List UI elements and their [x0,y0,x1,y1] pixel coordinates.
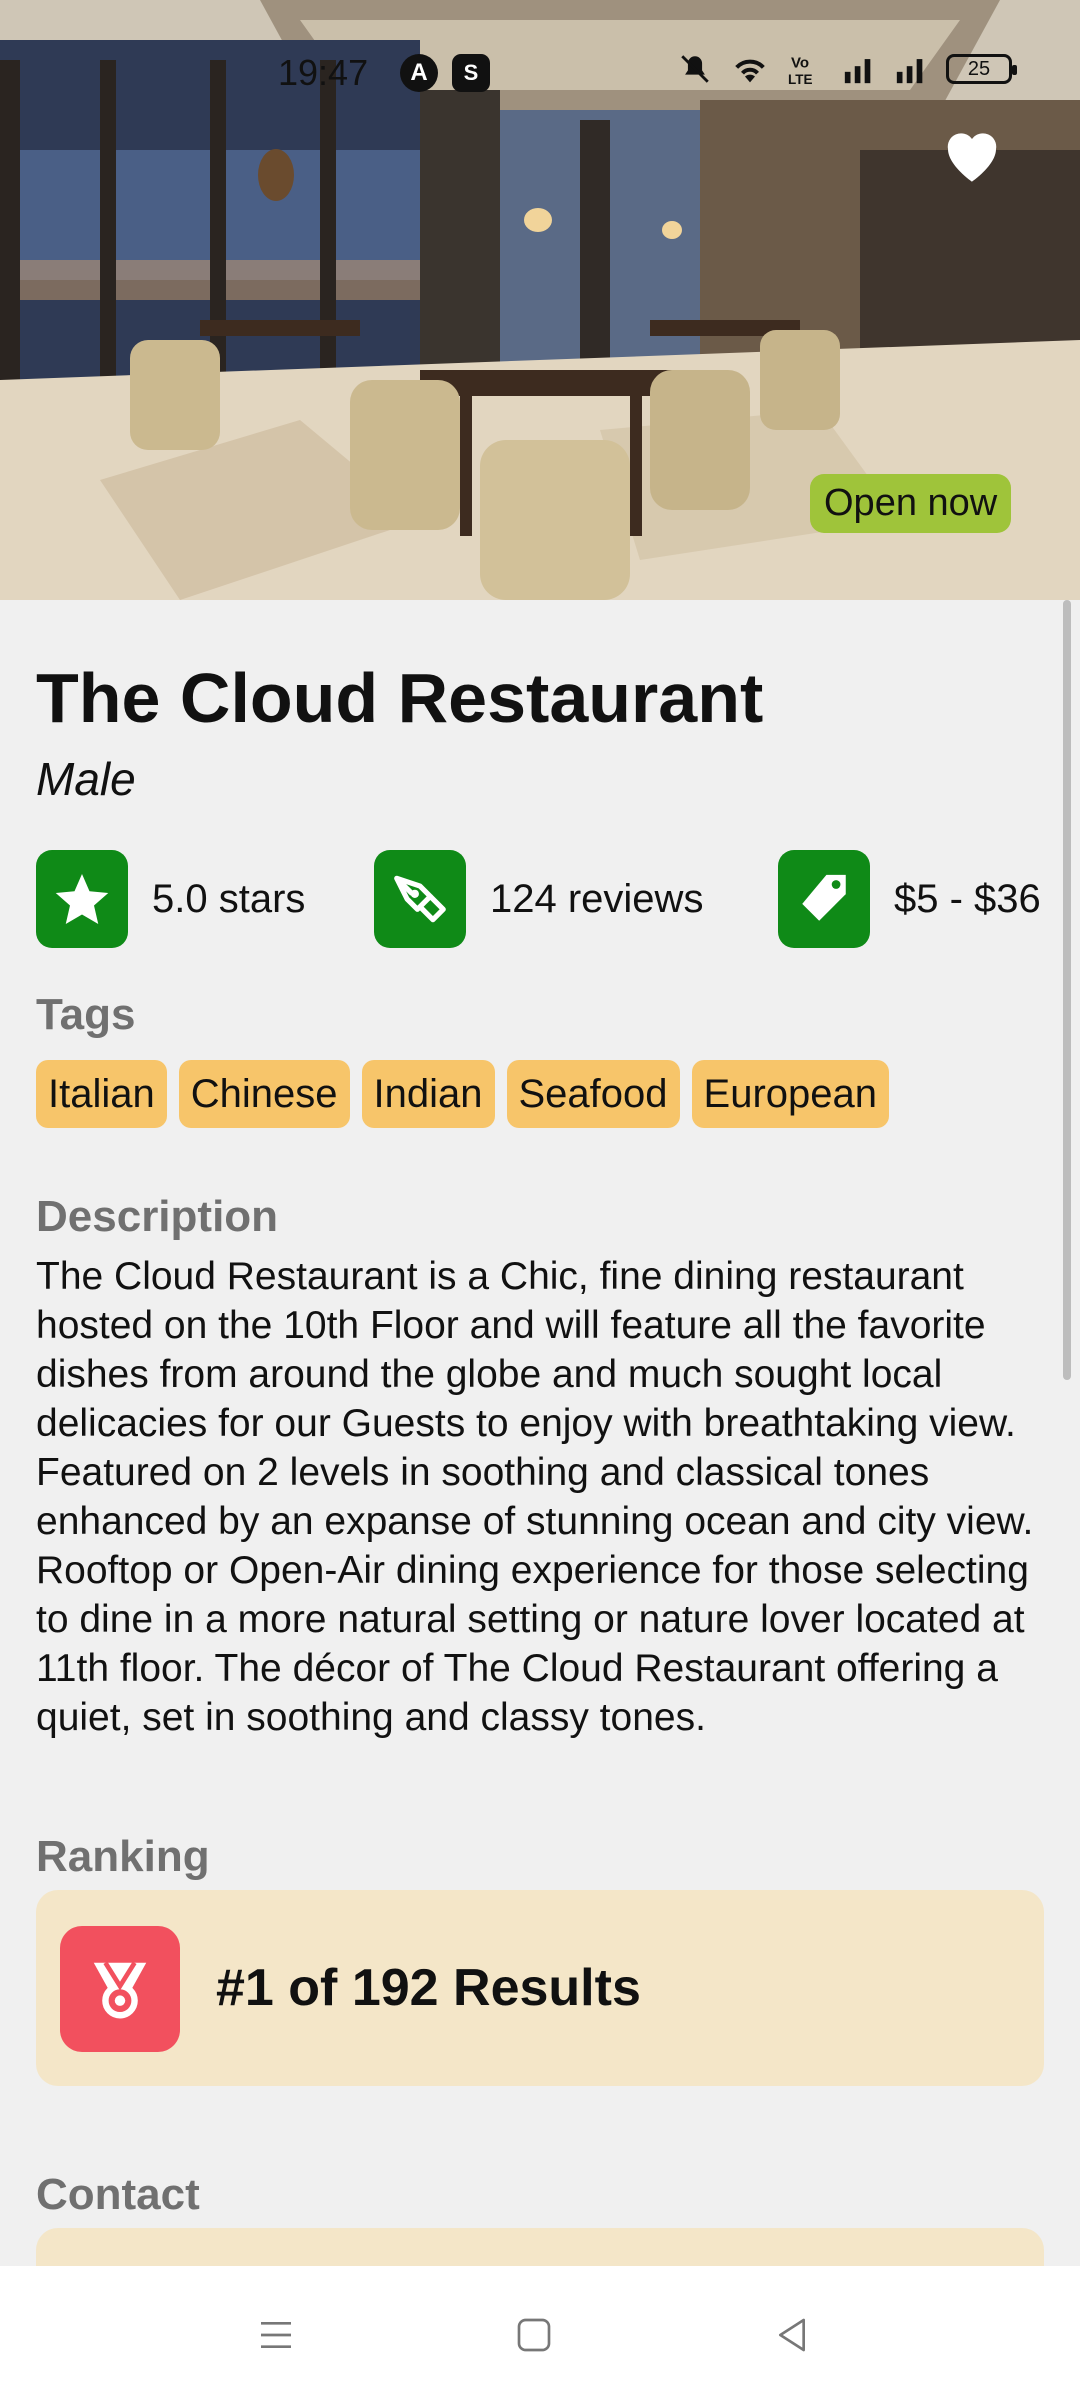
status-bar [0,44,1080,100]
signal-icon [894,54,928,84]
contact-heading: Contact [36,2170,200,2219]
scrollbar[interactable] [1063,600,1071,1380]
hero-image [0,0,1080,600]
medal-icon [60,1926,180,2052]
favorite-heart-icon[interactable] [940,125,1004,185]
price-text: $5 - $36 [894,876,1041,921]
restaurant-name: The Cloud Restaurant [36,659,764,737]
back-nav-button[interactable] [762,2310,822,2360]
description-text: The Cloud Restaurant is a Chic, fine dining restaurant hosted on the 10th Floor and will feature all the favorite dishes from around the globe and much sought local delicacies for our Guests to enjoy with breathtaking view. Featured on 2 levels in soothing and classical tones enhanced by an expanse of stunning ocean and city view. Rooftop or Open-Air dining experience for those selecting to dine in a more natural setting or nature lover located at 11th floor. The décor of The Cloud Restaurant offering a quiet, set in soothing and classy tones. [36,1255,1034,1739]
open-status-badge: Open now [810,474,1011,533]
app-notification-icon: A [400,54,438,92]
home-square-icon [514,2315,554,2355]
tag-chip[interactable]: Seafood [507,1060,680,1128]
menu-icon [256,2315,296,2355]
price-tag-icon [778,850,870,948]
reviews-text: 124 reviews [490,876,704,921]
tag-chip[interactable]: Indian [362,1060,495,1128]
restaurant-city: Male [36,753,136,805]
svg-text:Vo: Vo [791,54,810,72]
tags-list [36,1060,889,1128]
mute-icon [678,52,712,86]
price-stat [778,850,1041,948]
ranking-heading: Ranking [36,1832,210,1881]
tag-chip[interactable]: Chinese [179,1060,350,1128]
status-time: 19:47 [278,52,369,93]
wifi-icon [730,52,770,86]
ranking-card [36,1890,1044,2086]
system-navigation-bar [0,2266,1080,2400]
ranking-text: #1 of 192 Results [216,1959,641,2017]
rating-text: 5.0 stars [152,876,306,921]
home-nav-button[interactable] [504,2310,564,2360]
back-triangle-icon [772,2315,812,2355]
tag-chip[interactable]: Italian [36,1060,167,1128]
tag-chip[interactable]: European [692,1060,889,1128]
battery-indicator: 25 [946,54,1012,84]
app-notification-icon: S [452,54,490,92]
pen-icon [374,850,466,948]
star-icon [36,850,128,948]
description-heading: Description [36,1192,279,1241]
volte-icon [788,52,824,86]
svg-text:LTE: LTE [788,72,813,86]
rating-stat [36,850,305,948]
tags-heading: Tags [36,990,136,1039]
signal-icon [842,54,876,84]
menu-nav-button[interactable] [246,2310,306,2360]
reviews-stat[interactable] [374,850,703,948]
